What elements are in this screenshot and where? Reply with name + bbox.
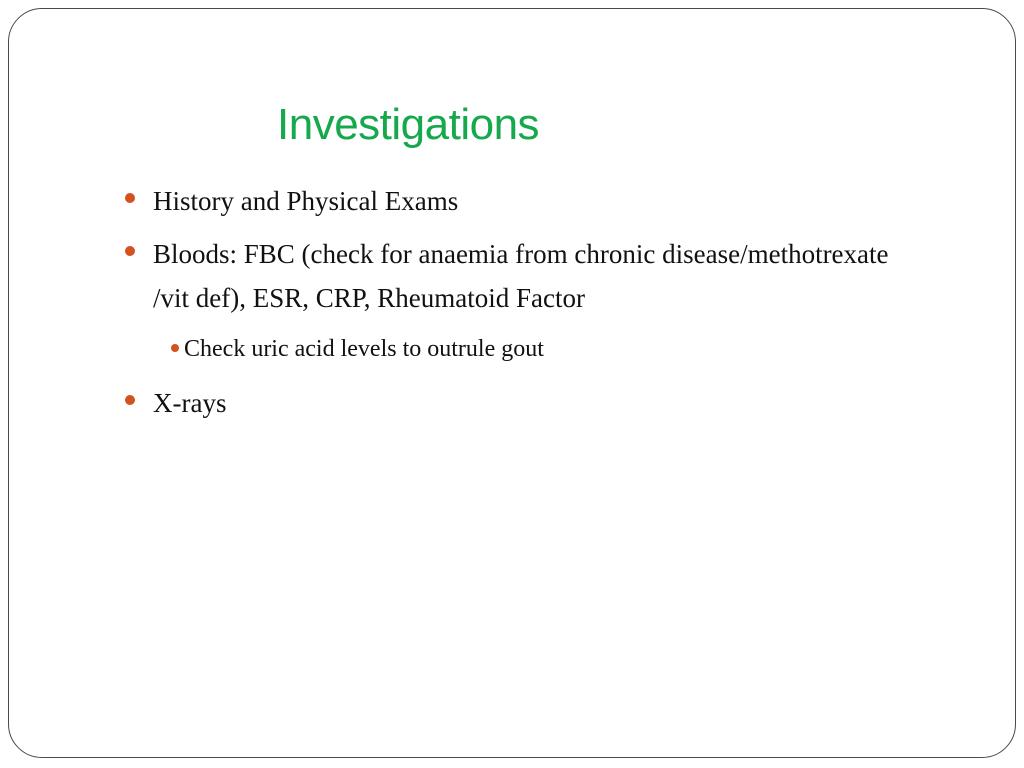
slide-frame bbox=[8, 8, 1016, 758]
sub-bullet-uric-acid bbox=[157, 329, 915, 369]
bullet-list bbox=[125, 179, 915, 434]
bullet-text: Bloods: FBC (check for anaemia from chronic disease/methotrexate /vit def), ESR, CRP, Rheumatoid Factor bbox=[153, 239, 889, 313]
bullet-dot-icon bbox=[125, 246, 135, 256]
sub-bullet-dot-icon bbox=[171, 344, 179, 352]
bullet-history-exams bbox=[125, 179, 915, 223]
bullet-x-rays bbox=[125, 381, 915, 425]
bullet-dot-icon bbox=[125, 395, 135, 405]
slide-title: Investigations bbox=[277, 100, 540, 149]
bullet-text: X-rays bbox=[153, 388, 227, 418]
sub-bullet-text: Check uric acid levels to outrule gout bbox=[184, 336, 544, 362]
bullet-bloods bbox=[125, 232, 915, 320]
bullet-text: History and Physical Exams bbox=[153, 186, 459, 216]
bullet-dot-icon bbox=[125, 193, 135, 203]
